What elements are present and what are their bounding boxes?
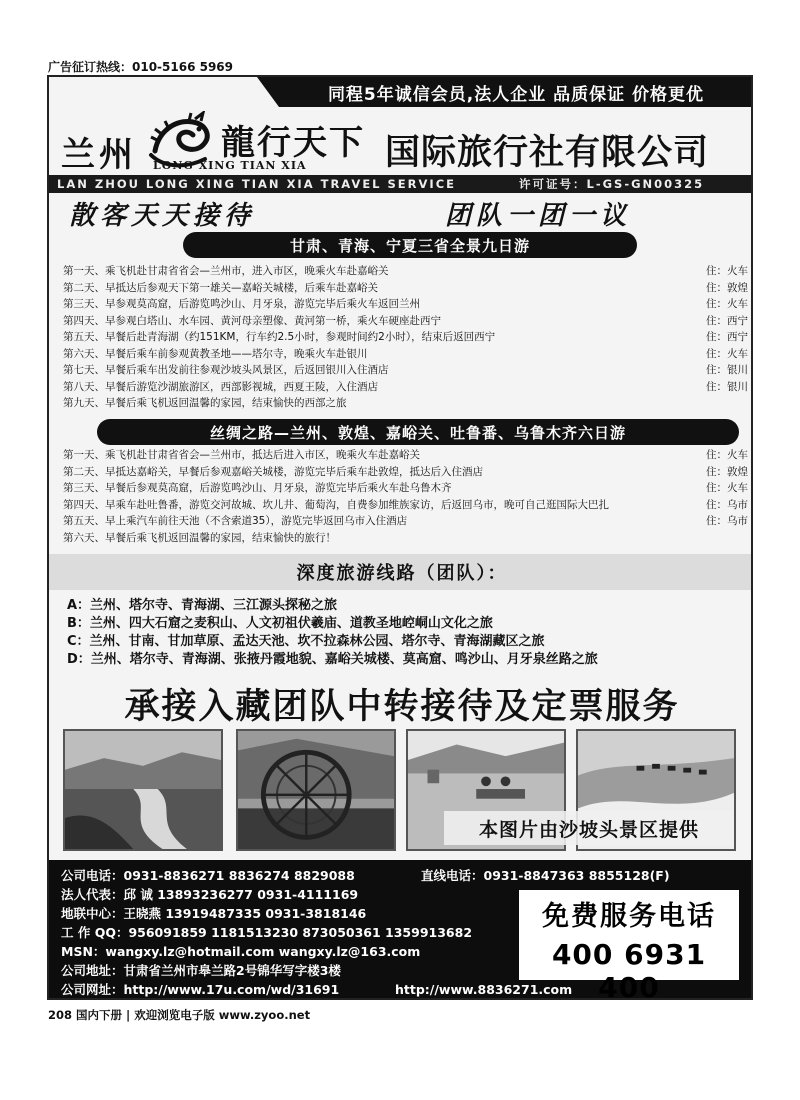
deep-tour-item: D：兰州、塔尔寺、青海湖、张掖丹霞地貌、嘉峪关城楼、莫高窟、鸣沙山、月牙泉丝路之旅 [67, 652, 598, 667]
day-desc: 第七天、早餐后乘车出发前往参观沙坡头风景区，后返回银川入住酒店 [63, 364, 389, 376]
day-desc: 第六天、早餐后乘车前参观黄教圣地——塔尔寺，晚乘火车赴银川 [63, 347, 368, 360]
photo-credit: 本图片由沙坡头景区提供 [444, 811, 734, 845]
company-header [49, 105, 753, 175]
photo-river-valley [63, 729, 223, 851]
day-stay: 住：火车 [706, 298, 748, 310]
english-company-name: LAN ZHOU LONG XING TIAN XIA TRAVEL SERVICE [57, 177, 456, 191]
day-desc: 第一天、乘飞机赴甘肃省省会—兰州市，抵达后进入市区，晚乘火车赴嘉峪关 [63, 449, 420, 461]
contact-block [49, 860, 753, 1000]
tour2-title: 丝绸之路—兰州、敦煌、嘉峪关、吐鲁番、乌鲁木齐六日游 [97, 419, 739, 445]
license-number: 许可证号：L-GS-GN00325 [519, 177, 705, 191]
itinerary-row [63, 530, 748, 547]
day-desc: 第六天、早餐后乘飞机返回温馨的家园，结束愉快的旅行！ [63, 531, 336, 544]
itinerary-row [63, 296, 748, 313]
day-stay: 住：乌市 [706, 498, 748, 511]
day-desc: 第四天、早乘车赴吐鲁番，游览交河故城、坎儿井、葡萄沟，自费参加维族家访，后返回乌市，晚可自己逛国际大巴扎 [63, 498, 609, 511]
slogan-individual: 散客天天接待 [69, 201, 256, 231]
company-address: 公司地址：甘肃省兰州市皋兰路2号锦华写字楼3楼 [61, 963, 341, 978]
itinerary-row [63, 263, 748, 280]
itinerary-row [63, 280, 748, 297]
day-stay: 住：西宁 [706, 331, 748, 343]
free-service-title: 免费服务电话 [542, 901, 716, 932]
legal-rep: 法人代表：邱 诚 13893236277 0931-4111169 [61, 887, 359, 902]
day-stay: 住：火车 [706, 265, 748, 277]
day-desc: 第三天、早参观莫高窟，后游览鸣沙山、月牙泉，游览完毕后乘火车返回兰州 [63, 298, 420, 310]
itinerary-row [63, 313, 748, 330]
english-name-bar [49, 175, 753, 193]
integrity-banner: 同程5年诚信会员,法人企业 品质保证 价格更优 [279, 77, 753, 107]
day-stay: 住：敦煌 [706, 281, 748, 294]
day-stay [744, 530, 748, 547]
itinerary-row [63, 395, 748, 412]
free-service-number: 400 6931 400 [551, 938, 707, 1000]
city-name: 兰州 [61, 135, 137, 175]
itinerary-row [63, 329, 748, 346]
deep-tour-item: C：兰州、甘南、甘加草原、孟达天池、坎不拉森林公园、塔尔寺、青海湖藏区之旅 [67, 634, 545, 649]
company-website: 公司网址：http://www.17u.com/wd/31691 [61, 982, 340, 997]
day-stay: 住：银川 [706, 380, 748, 393]
logo-pinyin: LONG XING TIAN XIA [153, 159, 307, 172]
day-desc: 第二天、早抵达嘉峪关，早餐后参观嘉峪关城楼，游览完毕后乘车赴敦煌，抵达后入住酒店 [63, 465, 483, 478]
deep-tour-item: A：兰州、塔尔寺、青海湖、三江源头探秘之旅 [67, 598, 338, 613]
deep-tours-list [67, 597, 747, 669]
day-desc: 第八天、早餐后游览沙湖旅游区，西部影视城，西夏王陵，入住酒店 [63, 380, 378, 393]
itinerary-row [63, 447, 748, 464]
free-service-box [519, 890, 739, 1000]
day-desc: 第九天、早餐后乘飞机返回温馨的家园，结束愉快的西部之旅 [63, 397, 347, 409]
ad-hotline: 广告征订热线：010-5166 5969 [48, 60, 234, 74]
tour1-itinerary [63, 263, 748, 412]
itinerary-row [63, 379, 748, 396]
page-footer: 208 国内下册 | 欢迎浏览电子版 www.zyoo.net [48, 1008, 311, 1022]
day-desc: 第四天、早参观白塔山、水车园、黄河母亲塑像、黄河第一桥，乘火车硬座赴西宁 [63, 314, 441, 327]
tibet-service-headline: 承接入藏团队中转接待及定票服务 [124, 687, 680, 727]
day-desc: 第三天、早餐后参观莫高窟，后游览鸣沙山、月牙泉，游览完毕后乘火车赴乌鲁木齐 [63, 482, 452, 494]
advertisement-page [47, 75, 753, 1000]
msn: MSN：wangxy.lz@hotmail.com wangxy.lz@163.com [61, 944, 421, 959]
tour2-itinerary [63, 447, 748, 546]
itinerary-row [63, 346, 748, 363]
direct-line: 直线电话：0931-8847363 8855128(F) [421, 868, 670, 883]
day-stay: 住：火车 [706, 482, 748, 494]
slogan-group: 团队一团一议 [445, 201, 632, 231]
tour1-title: 甘肃、青海、宁夏三省全景九日游 [183, 232, 637, 258]
deep-tour-item: B：兰州、四大石窟之麦积山、人文初祖伏羲庙、道教圣地崆峒山文化之旅 [67, 616, 493, 631]
day-stay: 住：西宁 [706, 314, 748, 327]
day-stay [744, 395, 748, 412]
day-stay: 住：火车 [706, 449, 748, 461]
work-qq: 工 作 QQ：956091859 1181513230 873050361 1359913682 [61, 925, 473, 940]
logo-wordmark: 龍行天下 [221, 123, 365, 163]
day-stay: 住：银川 [706, 364, 748, 376]
itinerary-row [63, 480, 748, 497]
deep-tours-title: 深度旅游线路（团队）： [49, 554, 753, 590]
ground-center: 地联中心：王晓燕 13919487335 0931-3818146 [61, 906, 367, 921]
day-stay: 住：敦煌 [706, 465, 748, 478]
company-name: 国际旅行社有限公司 [385, 133, 710, 173]
day-desc: 第二天、早抵达后参观天下第一雄关—嘉峪关城楼，后乘车赴嘉峪关 [63, 281, 378, 294]
itinerary-row [63, 464, 748, 481]
itinerary-row [63, 497, 748, 514]
day-stay: 住：火车 [706, 347, 748, 360]
day-desc: 第一天、乘飞机赴甘肃省省会—兰州市，进入市区，晚乘火车赴嘉峪关 [63, 265, 389, 277]
day-stay: 住：乌市 [706, 515, 748, 527]
itinerary-row [63, 513, 748, 530]
company-website-2: http://www.8836271.com [395, 982, 573, 997]
company-phone: 公司电话：0931-8836271 8836274 8829088 [61, 868, 355, 883]
itinerary-row [63, 362, 748, 379]
photo-water-wheel [236, 729, 396, 851]
day-desc: 第五天、早上乘汽车前往天池（不含索道35），游览完毕返回乌市入住酒店 [63, 515, 408, 527]
day-desc: 第五天、早餐后赴青海湖（约151KM，行车约2.5小时，参观时间约2小时），结束后返回西宁 [63, 331, 496, 343]
